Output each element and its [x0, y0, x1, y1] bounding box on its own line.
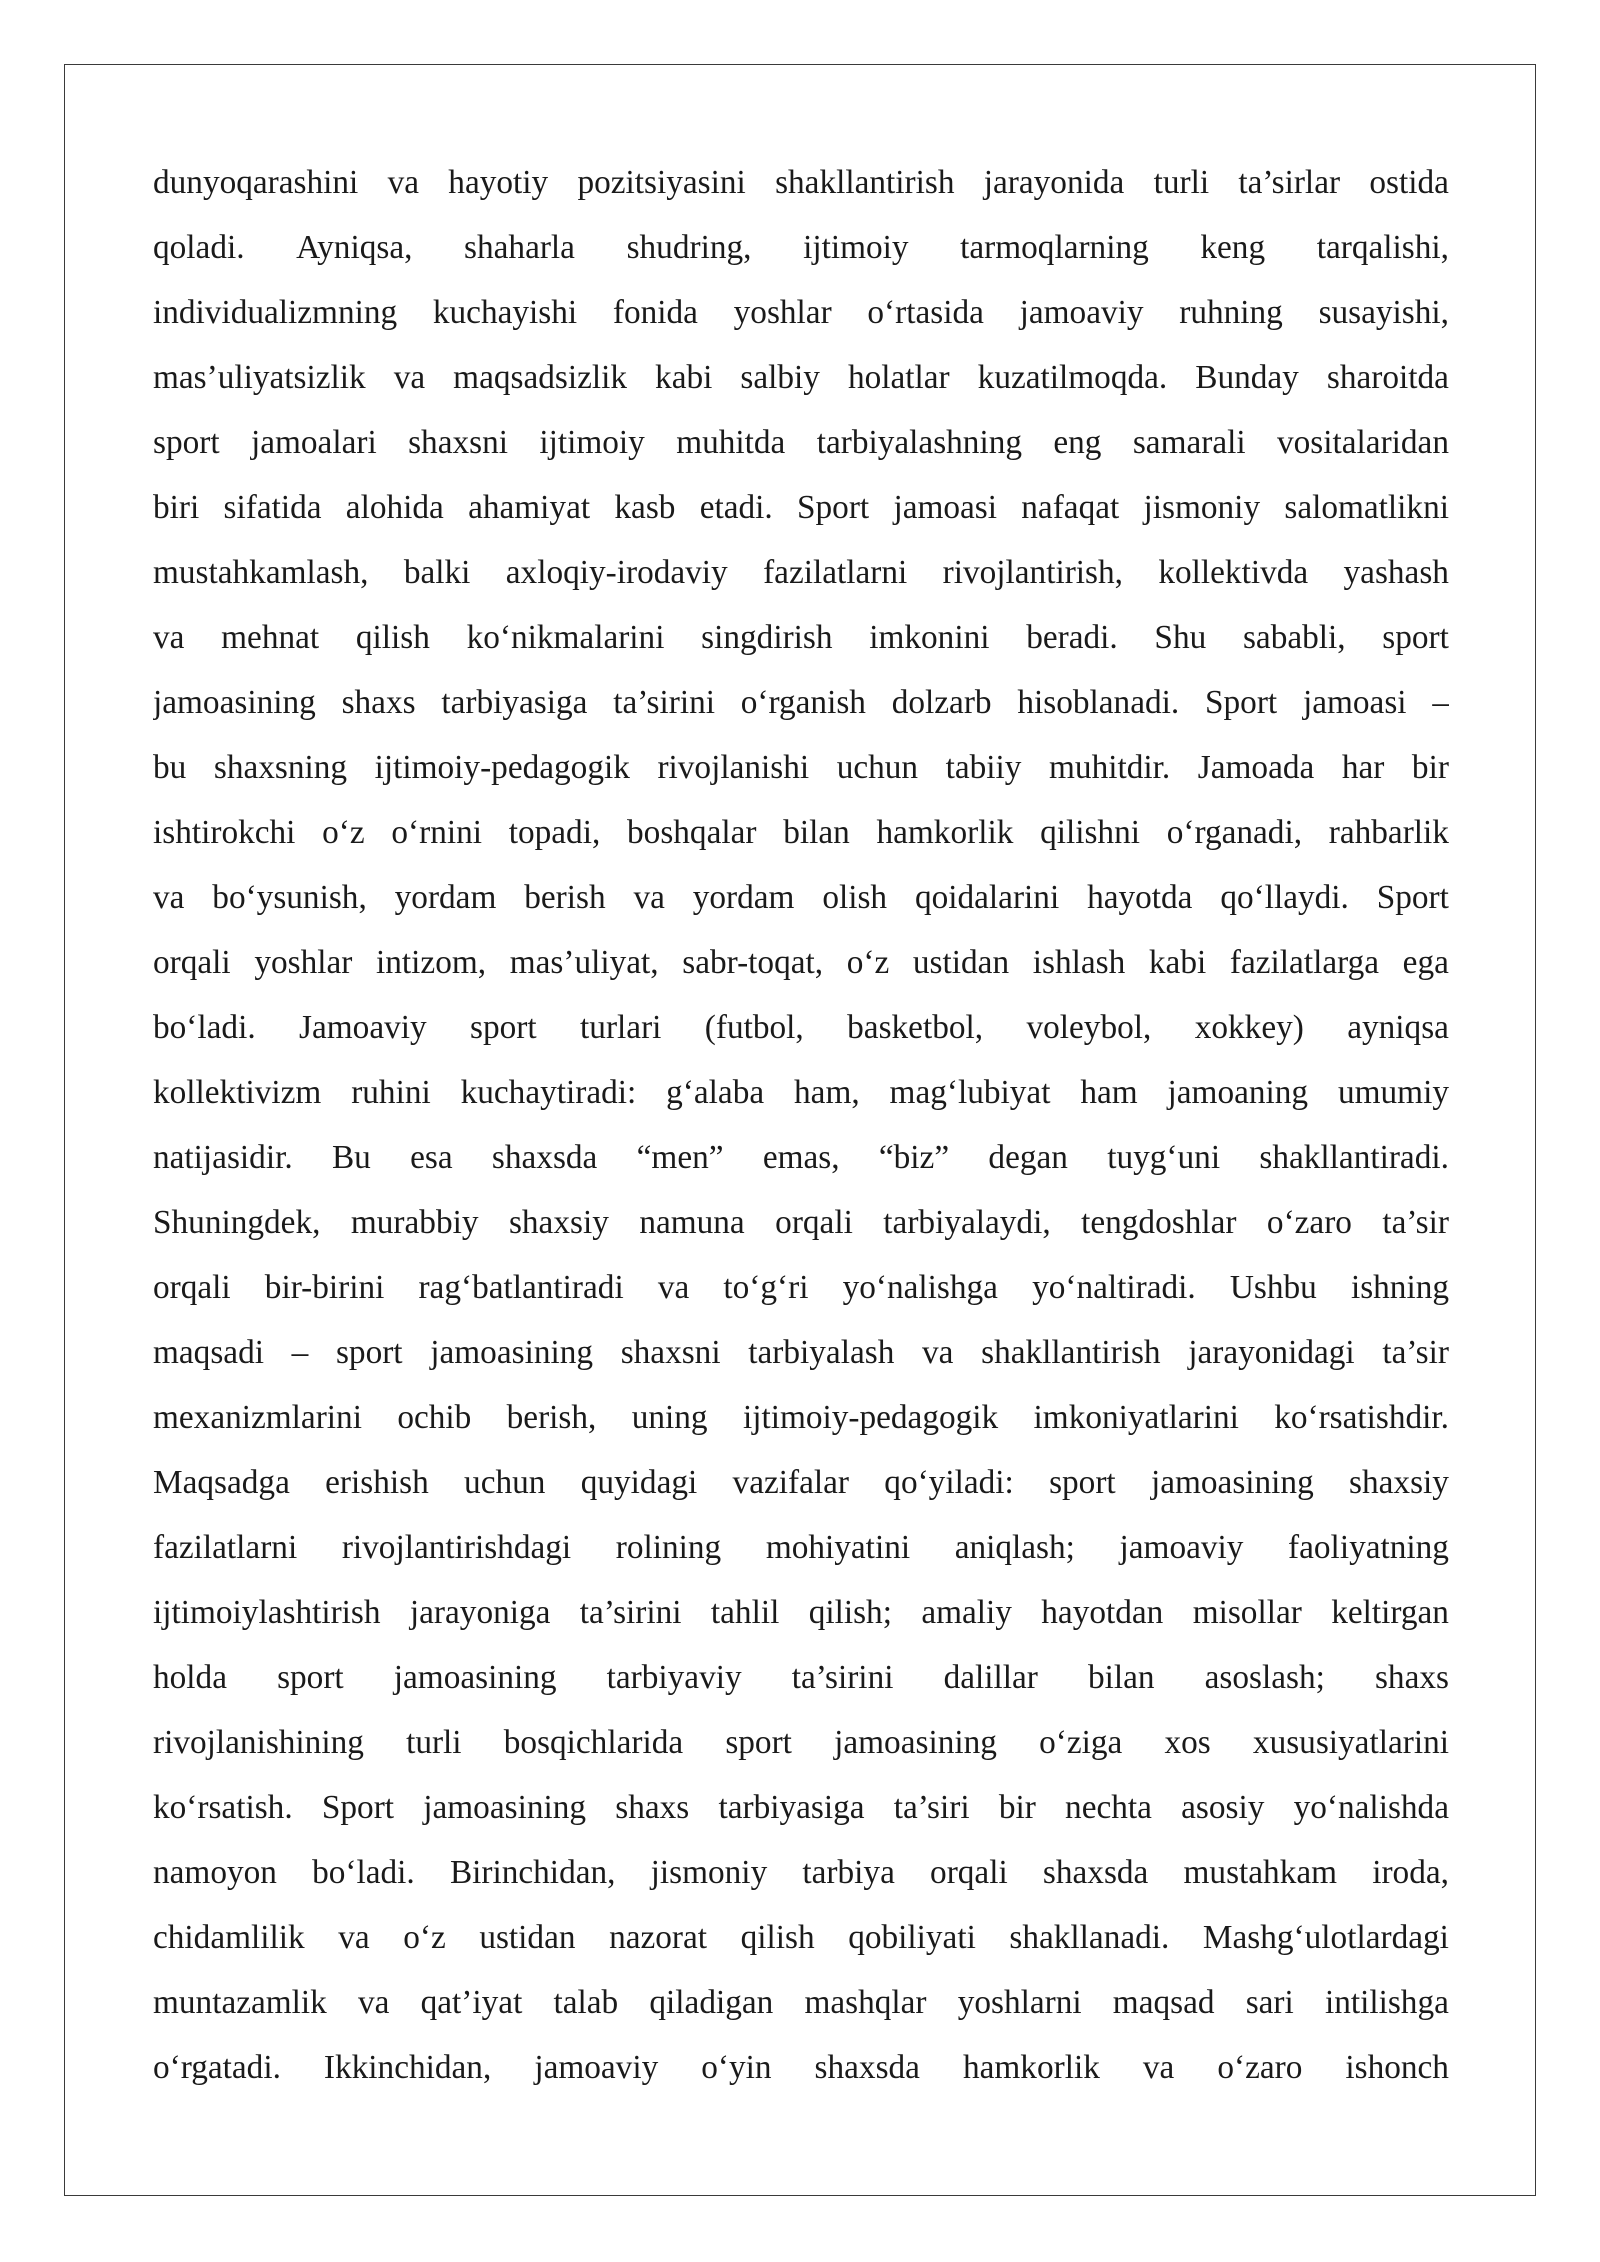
- body-text: [153, 150, 1449, 2090]
- text-line: dunyoqarashini va hayotiy pozitsiyasini shakllantirish jarayonida turli ta’sirlar ostida: [153, 164, 1449, 201]
- text-line: ishtirokchi o‘z o‘rnini topadi, boshqalar bilan hamkorlik qilishni o‘rganadi, rahbarlik: [153, 814, 1449, 851]
- text-line: qoladi. Ayniqsa, shaharla shudring, ijtimoiy tarmoqlarning keng tarqalishi,: [153, 229, 1449, 266]
- text-line: Shuningdek, murabbiy shaxsiy namuna orqali tarbiyalaydi, tengdoshlar o‘zaro ta’sir: [153, 1204, 1449, 1241]
- text-line: namoyon bo‘ladi. Birinchidan, jismoniy tarbiya orqali shaxsda mustahkam iroda,: [153, 1854, 1449, 1891]
- text-line: va mehnat qilish ko‘nikmalarini singdirish imkonini beradi. Shu sababli, sport: [153, 619, 1449, 656]
- text-line: mas’uliyatsizlik va maqsadsizlik kabi salbiy holatlar kuzatilmoqda. Bunday sharoitda: [153, 359, 1449, 396]
- text-line: kollektivizm ruhini kuchaytiradi: g‘alaba ham, mag‘lubiyat ham jamoaning umumiy: [153, 1074, 1449, 1111]
- text-line: sport jamoalari shaxsni ijtimoiy muhitda tarbiyalashning eng samarali vositalaridan: [153, 424, 1449, 461]
- text-line: Maqsadga erishish uchun quyidagi vazifalar qo‘yiladi: sport jamoasining shaxsiy: [153, 1464, 1449, 1501]
- text-line: rivojlanishining turli bosqichlarida sport jamoasining o‘ziga xos xususiyatlarini: [153, 1724, 1449, 1761]
- text-line: chidamlilik va o‘z ustidan nazorat qilish qobiliyati shakllanadi. Mashg‘ulotlardagi: [153, 1919, 1449, 1956]
- text-line: mexanizmlarini ochib berish, uning ijtimoiy-pedagogik imkoniyatlarini ko‘rsatishdir.: [153, 1399, 1449, 1436]
- text-line: holda sport jamoasining tarbiyaviy ta’sirini dalillar bilan asoslash; shaxs: [153, 1659, 1449, 1696]
- text-line: o‘rgatadi. Ikkinchidan, jamoaviy o‘yin shaxsda hamkorlik va o‘zaro ishonch: [153, 2049, 1449, 2086]
- text-line: orqali bir-birini rag‘batlantiradi va to‘g‘ri yo‘nalishga yo‘naltiradi. Ushbu ishning: [153, 1269, 1449, 1306]
- text-line: va bo‘ysunish, yordam berish va yordam olish qoidalarini hayotda qo‘llaydi. Sport: [153, 879, 1449, 916]
- text-line: individualizmning kuchayishi fonida yoshlar o‘rtasida jamoaviy ruhning susayishi,: [153, 294, 1449, 331]
- text-line: bo‘ladi. Jamoaviy sport turlari (futbol, basketbol, voleybol, xokkey) ayniqsa: [153, 1009, 1449, 1046]
- text-line: biri sifatida alohida ahamiyat kasb etadi. Sport jamoasi nafaqat jismoniy salomatlikni: [153, 489, 1449, 526]
- text-line: ko‘rsatish. Sport jamoasining shaxs tarbiyasiga ta’siri bir nechta asosiy yo‘nalishda: [153, 1789, 1449, 1826]
- text-line: bu shaxsning ijtimoiy-pedagogik rivojlanishi uchun tabiiy muhitdir. Jamoada har bir: [153, 749, 1449, 786]
- text-line: fazilatlarni rivojlantirishdagi rolining mohiyatini aniqlash; jamoaviy faoliyatning: [153, 1529, 1449, 1566]
- text-line: ijtimoiylashtirish jarayoniga ta’sirini tahlil qilish; amaliy hayotdan misollar keltirgan: [153, 1594, 1449, 1631]
- text-line: orqali yoshlar intizom, mas’uliyat, sabr-toqat, o‘z ustidan ishlash kabi fazilatlarga ega: [153, 944, 1449, 981]
- text-line: muntazamlik va qat’iyat talab qiladigan mashqlar yoshlarni maqsad sari intilishga: [153, 1984, 1449, 2021]
- text-line: mustahkamlash, balki axloqiy-irodaviy fazilatlarni rivojlantirish, kollektivda yashash: [153, 554, 1449, 591]
- text-line: jamoasining shaxs tarbiyasiga ta’sirini o‘rganish dolzarb hisoblanadi. Sport jamoasi –: [153, 684, 1449, 721]
- text-line: natijasidir. Bu esa shaxsda “men” emas, “biz” degan tuyg‘uni shakllantiradi.: [153, 1139, 1449, 1176]
- text-line: maqsadi – sport jamoasining shaxsni tarbiyalash va shakllantirish jarayonidagi ta’sir: [153, 1334, 1449, 1371]
